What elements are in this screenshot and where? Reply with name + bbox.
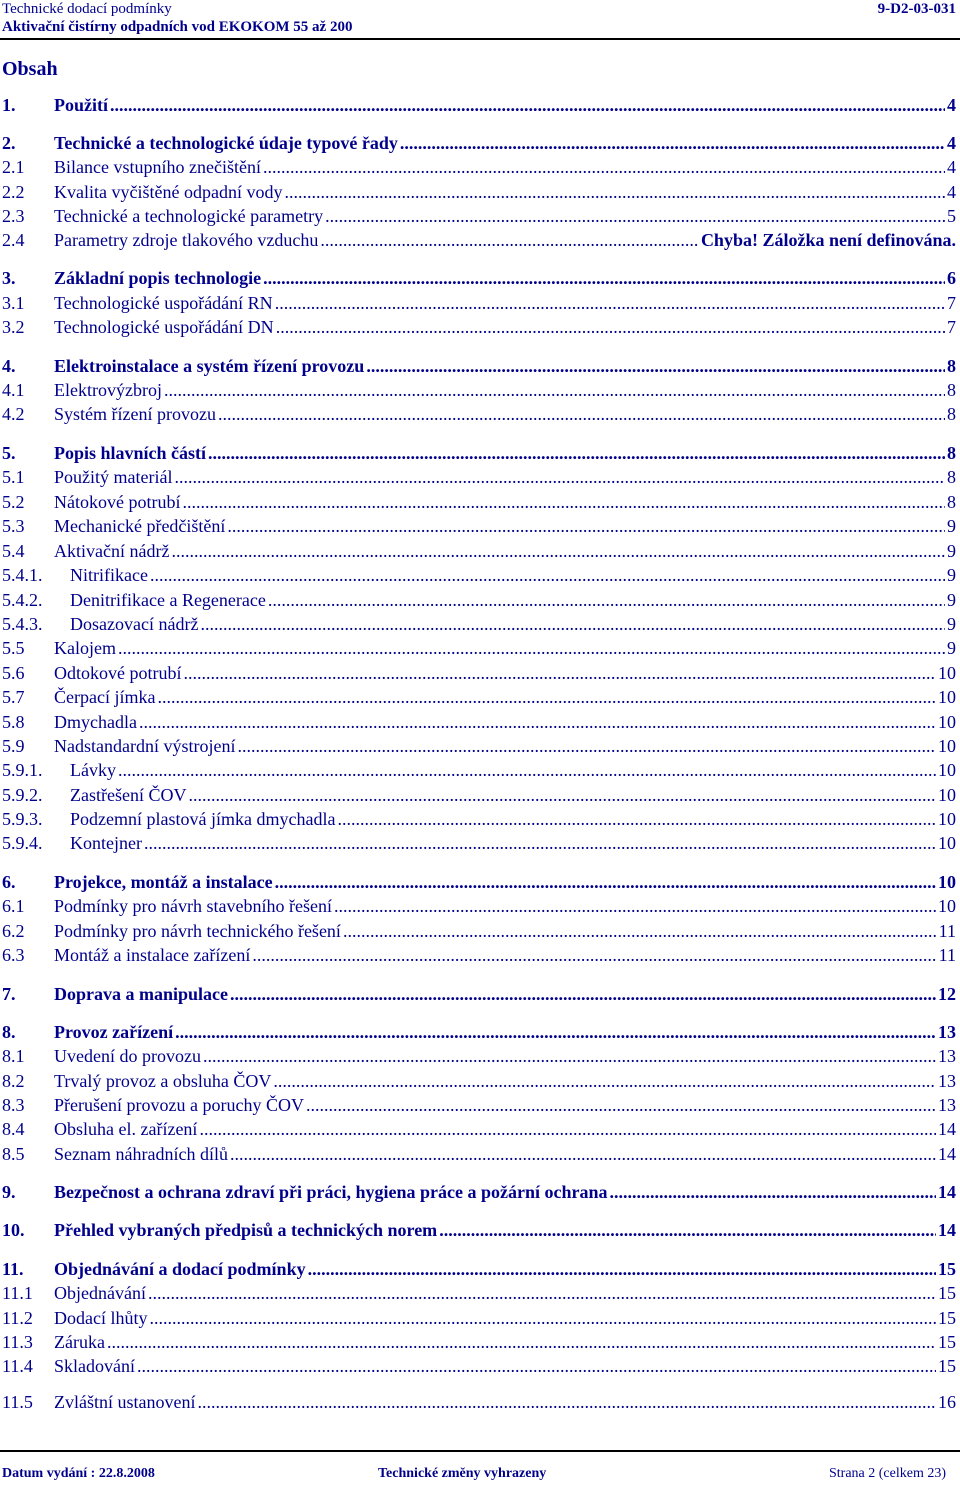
toc-entry-title: Systém řízení provozu bbox=[54, 404, 216, 424]
toc-entry-number: 5.4.2. bbox=[2, 590, 43, 610]
toc-heading: Obsah bbox=[2, 58, 58, 80]
toc-entry[interactable] bbox=[0, 268, 956, 290]
toc-entry-title: Podzemní plastová jímka dmychadla bbox=[70, 809, 336, 829]
toc-entry-leader bbox=[237, 736, 936, 757]
toc-entry-page: 6 bbox=[947, 268, 956, 288]
toc-entry-leader bbox=[110, 95, 945, 116]
toc-entry-page: 14 bbox=[938, 1182, 956, 1202]
toc-entry[interactable] bbox=[0, 1182, 956, 1204]
toc-entry-page: 13 bbox=[938, 1022, 956, 1042]
toc-entry-title: Aktivační nádrž bbox=[54, 541, 170, 561]
toc-entry-number: 6.2 bbox=[2, 921, 25, 941]
toc-entry-title: Dosazovací nádrž bbox=[70, 614, 199, 634]
toc-entry[interactable] bbox=[0, 157, 956, 179]
toc-entry-leader bbox=[275, 293, 945, 314]
toc-entry-leader bbox=[337, 809, 936, 830]
toc-entry-page: 9 bbox=[947, 516, 956, 536]
toc-entry-title: Doprava a manipulace bbox=[54, 984, 229, 1004]
toc-entry[interactable] bbox=[0, 230, 956, 252]
toc-entry-title: Kalojem bbox=[54, 638, 116, 658]
toc-entry-title: Záruka bbox=[54, 1332, 105, 1352]
toc-entry-number: 2.1 bbox=[2, 157, 25, 177]
toc-entry[interactable] bbox=[0, 614, 956, 636]
toc-entry-number: 2. bbox=[2, 133, 16, 153]
toc-entry-number: 5.9 bbox=[2, 736, 25, 756]
toc-entry-leader bbox=[268, 590, 945, 611]
toc-entry-number: 3.2 bbox=[2, 317, 25, 337]
toc-entry-leader bbox=[150, 565, 945, 586]
toc-entry-leader bbox=[157, 687, 936, 708]
toc-entry[interactable] bbox=[0, 1356, 956, 1378]
toc-entry-page: 8 bbox=[947, 380, 956, 400]
toc-entry-title: Přehled vybraných předpisů a technických norem bbox=[54, 1220, 438, 1240]
toc-entry-page: 14 bbox=[938, 1119, 956, 1139]
toc-entry-page: 10 bbox=[938, 663, 956, 683]
toc-entry[interactable] bbox=[0, 921, 956, 943]
toc-entry[interactable] bbox=[0, 133, 956, 155]
toc-entry-number: 5.4 bbox=[2, 541, 25, 561]
toc-entry[interactable] bbox=[0, 1071, 956, 1093]
toc-entry-title: Bezpečnost a ochrana zdraví při práci, hygiena práce a požární ochrana bbox=[54, 1182, 608, 1202]
toc-entry-leader bbox=[252, 945, 936, 966]
toc-entry-page: 4 bbox=[947, 133, 956, 153]
toc-entry-title: Kvalita vyčištěné odpadní vody bbox=[54, 182, 283, 202]
toc-entry-page: 13 bbox=[938, 1095, 956, 1115]
toc-entry-leader bbox=[334, 896, 936, 917]
toc-entry-number: 5.3 bbox=[2, 516, 25, 536]
toc-entry[interactable] bbox=[0, 945, 956, 967]
toc-entry-leader bbox=[230, 1144, 936, 1165]
toc-entry-title: Dmychadla bbox=[54, 712, 137, 732]
toc-entry-number: 3. bbox=[2, 268, 16, 288]
toc-entry-title: Trvalý provoz a obsluha ČOV bbox=[54, 1071, 272, 1091]
toc-entry-page: 9 bbox=[947, 565, 956, 585]
toc-entry-title: Elektroinstalace a systém řízení provozu bbox=[54, 356, 365, 376]
toc-entry-leader bbox=[273, 1071, 936, 1092]
toc-entry-number: 5. bbox=[2, 443, 16, 463]
toc-entry[interactable] bbox=[0, 1308, 956, 1330]
toc-entry-number: 10. bbox=[2, 1220, 25, 1240]
toc-entry-leader bbox=[366, 356, 945, 377]
toc-entry-error: Chyba! Záložka není definována. bbox=[700, 230, 956, 250]
toc-entry-number: 5.4.1. bbox=[2, 565, 43, 585]
toc-entry-page: 10 bbox=[938, 687, 956, 707]
toc-entry-leader bbox=[118, 638, 945, 659]
toc-entry-leader bbox=[148, 1283, 936, 1304]
toc-entry-page: 8 bbox=[947, 467, 956, 487]
toc-entry-leader bbox=[107, 1332, 936, 1353]
toc-entry-page: 12 bbox=[938, 984, 956, 1004]
toc-entry-number: 5.4.3. bbox=[2, 614, 43, 634]
toc-entry-number: 6. bbox=[2, 872, 16, 892]
header-title: Technické dodací podmínky bbox=[2, 1, 172, 17]
toc-entry-title: Technické a technologické parametry bbox=[54, 206, 324, 226]
toc-entry-number: 5.2 bbox=[2, 492, 25, 512]
toc-entry-leader bbox=[197, 1392, 936, 1413]
toc-entry-page: 10 bbox=[938, 896, 956, 916]
toc-entry-title: Technologické uspořádání RN bbox=[54, 293, 273, 313]
toc-entry-page: 8 bbox=[947, 443, 956, 463]
toc-entry[interactable] bbox=[0, 760, 956, 782]
toc-entry-number: 11. bbox=[2, 1259, 24, 1279]
toc-entry[interactable] bbox=[0, 1392, 956, 1414]
toc-entry-leader bbox=[175, 1022, 936, 1043]
toc-entry-title: Parametry zdroje tlakového vzduchu bbox=[54, 230, 319, 250]
toc-entry-leader bbox=[208, 443, 945, 464]
footer-divider bbox=[0, 1450, 960, 1452]
toc-entry-title: Použitý materiál bbox=[54, 467, 173, 487]
toc-entry-page: 8 bbox=[947, 404, 956, 424]
toc-entry-page: 9 bbox=[947, 614, 956, 634]
toc-entry-number: 6.3 bbox=[2, 945, 25, 965]
toc-entry-leader bbox=[284, 182, 945, 203]
toc-entry-number: 9. bbox=[2, 1182, 16, 1202]
toc-entry-title: Zvláštní ustanovení bbox=[54, 1392, 196, 1412]
toc-entry-leader bbox=[139, 712, 936, 733]
footer-issue-date: Datum vydání : 22.8.2008 bbox=[2, 1466, 155, 1481]
toc-entry[interactable] bbox=[0, 1332, 956, 1354]
toc-entry[interactable] bbox=[0, 182, 956, 204]
toc-entry[interactable] bbox=[0, 516, 956, 538]
toc-entry-number: 5.5 bbox=[2, 638, 25, 658]
toc-entry-leader bbox=[439, 1220, 936, 1241]
toc-entry-number: 8. bbox=[2, 1022, 16, 1042]
toc-entry-number: 6.1 bbox=[2, 896, 25, 916]
toc-entry[interactable] bbox=[0, 872, 956, 894]
toc-entry-number: 2.3 bbox=[2, 206, 25, 226]
toc-entry-number: 4. bbox=[2, 356, 16, 376]
toc-entry-page: 7 bbox=[947, 293, 956, 313]
toc-entry[interactable] bbox=[0, 896, 956, 918]
toc-entry-number: 4.2 bbox=[2, 404, 25, 424]
toc-entry-number: 2.2 bbox=[2, 182, 25, 202]
toc-entry[interactable] bbox=[0, 1259, 956, 1281]
toc-entry-number: 4.1 bbox=[2, 380, 25, 400]
toc-entry-title: Podmínky pro návrh stavebního řešení bbox=[54, 896, 332, 916]
toc-entry-title: Skladování bbox=[54, 1356, 135, 1376]
toc-entry-title: Kontejner bbox=[70, 833, 142, 853]
toc-entry-page: 9 bbox=[947, 638, 956, 658]
toc-entry-number: 8.4 bbox=[2, 1119, 25, 1139]
toc-entry-page: 10 bbox=[938, 809, 956, 829]
toc-entry-page: 15 bbox=[938, 1356, 956, 1376]
toc-entry-leader bbox=[118, 760, 936, 781]
toc-entry-leader bbox=[199, 1119, 936, 1140]
toc-entry-leader bbox=[263, 268, 945, 289]
toc-entry[interactable] bbox=[0, 317, 956, 339]
toc-entry[interactable] bbox=[0, 712, 956, 734]
toc-entry-leader bbox=[230, 984, 936, 1005]
toc-entry-leader bbox=[182, 492, 945, 513]
toc-entry-page: 4 bbox=[947, 182, 956, 202]
toc-entry-leader bbox=[174, 467, 945, 488]
toc-entry-title: Nitrifikace bbox=[70, 565, 148, 585]
toc-entry-title: Montáž a instalace zařízení bbox=[54, 945, 251, 965]
toc-entry-page: 8 bbox=[947, 492, 956, 512]
toc-entry-leader bbox=[171, 541, 945, 562]
toc-entry-title: Popis hlavních částí bbox=[54, 443, 207, 463]
toc-entry[interactable] bbox=[0, 565, 956, 587]
toc-entry-leader bbox=[184, 663, 937, 684]
toc-entry-page: 4 bbox=[947, 95, 956, 115]
toc-entry-number: 11.5 bbox=[2, 1392, 33, 1412]
toc-entry-title: Mechanické předčištění bbox=[54, 516, 226, 536]
toc-entry-page: 14 bbox=[938, 1144, 956, 1164]
toc-entry-title: Zastřešení ČOV bbox=[70, 785, 187, 805]
toc-entry-number: 11.2 bbox=[2, 1308, 33, 1328]
toc-entry-page: 11 bbox=[938, 945, 956, 965]
toc-entry-leader bbox=[320, 230, 699, 251]
toc-entry-leader bbox=[137, 1356, 936, 1377]
toc-entry-leader bbox=[306, 1095, 936, 1116]
toc-entry-number: 8.2 bbox=[2, 1071, 25, 1091]
toc-entry-number: 1. bbox=[2, 95, 16, 115]
toc-entry[interactable] bbox=[0, 687, 956, 709]
toc-entry[interactable] bbox=[0, 356, 956, 378]
toc-entry-number: 5.7 bbox=[2, 687, 25, 707]
footer-page-info: Strana 2 (celkem 23) bbox=[828, 1466, 946, 1481]
toc-entry-page: 8 bbox=[947, 356, 956, 376]
toc-entry-page: 10 bbox=[938, 736, 956, 756]
toc-entry[interactable] bbox=[0, 984, 956, 1006]
toc-entry-page: 16 bbox=[938, 1392, 956, 1412]
toc-entry[interactable] bbox=[0, 404, 956, 426]
toc-entry-title: Obsluha el. zařízení bbox=[54, 1119, 198, 1139]
toc-entry-leader bbox=[188, 785, 936, 806]
toc-entry-leader bbox=[144, 833, 936, 854]
toc-entry[interactable] bbox=[0, 1095, 956, 1117]
toc-entry[interactable] bbox=[0, 1220, 956, 1242]
toc-entry[interactable] bbox=[0, 1283, 956, 1305]
toc-entry-leader bbox=[343, 921, 937, 942]
toc-entry-page: 10 bbox=[938, 872, 956, 892]
toc-entry-number: 5.9.4. bbox=[2, 833, 43, 853]
toc-entry[interactable] bbox=[0, 590, 956, 612]
toc-entry-number: 5.6 bbox=[2, 663, 25, 683]
toc-entry-page: 10 bbox=[938, 712, 956, 732]
toc-entry-page: 15 bbox=[938, 1283, 956, 1303]
toc-entry[interactable] bbox=[0, 492, 956, 514]
toc-entry[interactable] bbox=[0, 443, 956, 465]
toc-entry-title: Objednávání bbox=[54, 1283, 146, 1303]
toc-entry[interactable] bbox=[0, 1119, 956, 1141]
toc-entry-title: Nátokové potrubí bbox=[54, 492, 181, 512]
toc-entry-leader bbox=[218, 404, 945, 425]
toc-entry-number: 8.3 bbox=[2, 1095, 25, 1115]
toc-entry-title: Technické a technologické údaje typové řady bbox=[54, 133, 398, 153]
toc-entry-title: Uvedení do provozu bbox=[54, 1046, 201, 1066]
header-left bbox=[2, 0, 352, 36]
toc-entry[interactable] bbox=[0, 541, 956, 563]
toc-entry[interactable] bbox=[0, 736, 956, 758]
toc-entry-number: 5.9.1. bbox=[2, 760, 43, 780]
toc-entry[interactable] bbox=[0, 293, 956, 315]
toc-entry[interactable] bbox=[0, 1022, 956, 1044]
toc-entry[interactable] bbox=[0, 380, 956, 402]
toc-entry-title: Lávky bbox=[70, 760, 116, 780]
toc-entry-number: 8.1 bbox=[2, 1046, 25, 1066]
toc-entry-leader bbox=[263, 157, 945, 178]
toc-entry[interactable] bbox=[0, 1046, 956, 1068]
toc-entry-page: 5 bbox=[947, 206, 956, 226]
toc-entry-leader bbox=[200, 614, 945, 635]
toc-entry-number: 5.9.2. bbox=[2, 785, 43, 805]
toc-entry-number: 11.1 bbox=[2, 1283, 33, 1303]
toc-entry-number: 11.4 bbox=[2, 1356, 33, 1376]
toc-entry-number: 8.5 bbox=[2, 1144, 25, 1164]
toc-entry-page: 10 bbox=[938, 833, 956, 853]
toc-entry-page: 14 bbox=[938, 1220, 956, 1240]
toc-entry-page: 15 bbox=[938, 1332, 956, 1352]
toc-entry-page: 15 bbox=[938, 1308, 956, 1328]
toc-entry-title: Elektrovýzbroj bbox=[54, 380, 162, 400]
toc-entry-number: 2.4 bbox=[2, 230, 25, 250]
toc-entry-title: Bilance vstupního znečištění bbox=[54, 157, 261, 177]
toc-entry[interactable] bbox=[0, 206, 956, 228]
toc-entry-page: 10 bbox=[938, 760, 956, 780]
toc-entry-number: 5.1 bbox=[2, 467, 25, 487]
toc-entry-leader bbox=[227, 516, 945, 537]
toc-entry[interactable] bbox=[0, 785, 956, 807]
toc-entry-page: 15 bbox=[938, 1259, 956, 1279]
toc-entry-leader bbox=[308, 1259, 936, 1280]
toc-entry[interactable] bbox=[0, 95, 956, 117]
toc-entry-number: 7. bbox=[2, 984, 16, 1004]
toc-entry[interactable] bbox=[0, 1144, 956, 1166]
toc-entry-leader bbox=[276, 317, 945, 338]
toc-entry-page: 13 bbox=[938, 1046, 956, 1066]
toc-entry-title: Objednávání a dodací podmínky bbox=[54, 1259, 306, 1279]
toc-entry-title: Dodací lhůty bbox=[54, 1308, 148, 1328]
toc-entry-leader bbox=[400, 133, 945, 154]
toc-entry[interactable] bbox=[0, 467, 956, 489]
toc-entry-leader bbox=[149, 1308, 936, 1329]
toc-entry-title: Použití bbox=[54, 95, 108, 115]
header-doc-code: 9-D2-03-031 bbox=[877, 1, 956, 17]
toc-entry-leader bbox=[325, 206, 945, 227]
toc-entry-number: 3.1 bbox=[2, 293, 25, 313]
toc-entry-leader bbox=[164, 380, 945, 401]
toc-entry-title: Projekce, montáž a instalace bbox=[54, 872, 273, 892]
toc-entry[interactable] bbox=[0, 809, 956, 831]
toc-entry[interactable] bbox=[0, 638, 956, 660]
toc-entry-number: 11.3 bbox=[2, 1332, 33, 1352]
header-subtitle: Aktivační čistírny odpadních vod EKOKOM 55 až 200 bbox=[2, 19, 353, 35]
toc-entry-title: Základní popis technologie bbox=[54, 268, 262, 288]
toc-entry-page: 10 bbox=[938, 785, 956, 805]
toc-entry-title: Denitrifikace a Regenerace bbox=[70, 590, 266, 610]
toc-entry-page: 9 bbox=[947, 590, 956, 610]
toc-entry-title: Seznam náhradních dílů bbox=[54, 1144, 228, 1164]
toc-entry-page: 4 bbox=[947, 157, 956, 177]
toc-entry-title: Čerpací jímka bbox=[54, 687, 156, 707]
toc-entry-leader bbox=[203, 1046, 936, 1067]
toc-entry-title: Nadstandardní výstrojení bbox=[54, 736, 236, 756]
toc-entry-title: Technologické uspořádání DN bbox=[54, 317, 274, 337]
toc-entry-page: 7 bbox=[947, 317, 956, 337]
footer-notice: Technické změny vyhrazeny bbox=[378, 1466, 547, 1481]
toc-entry-leader bbox=[609, 1182, 936, 1203]
toc-entry-page: 13 bbox=[938, 1071, 956, 1091]
toc-entry[interactable] bbox=[0, 663, 956, 685]
toc-entry-title: Podmínky pro návrh technického řešení bbox=[54, 921, 341, 941]
toc-entry-page: 9 bbox=[947, 541, 956, 561]
toc-entry[interactable] bbox=[0, 833, 956, 855]
toc-entry-title: Přerušení provozu a poruchy ČOV bbox=[54, 1095, 304, 1115]
toc-entry-title: Provoz zařízení bbox=[54, 1022, 174, 1042]
toc-entry-number: 5.8 bbox=[2, 712, 25, 732]
header-divider bbox=[0, 38, 960, 40]
toc-entry-title: Odtokové potrubí bbox=[54, 663, 182, 683]
toc-entry-page: 11 bbox=[938, 921, 956, 941]
toc-entry-leader bbox=[275, 872, 936, 893]
toc-entry-number: 5.9.3. bbox=[2, 809, 43, 829]
